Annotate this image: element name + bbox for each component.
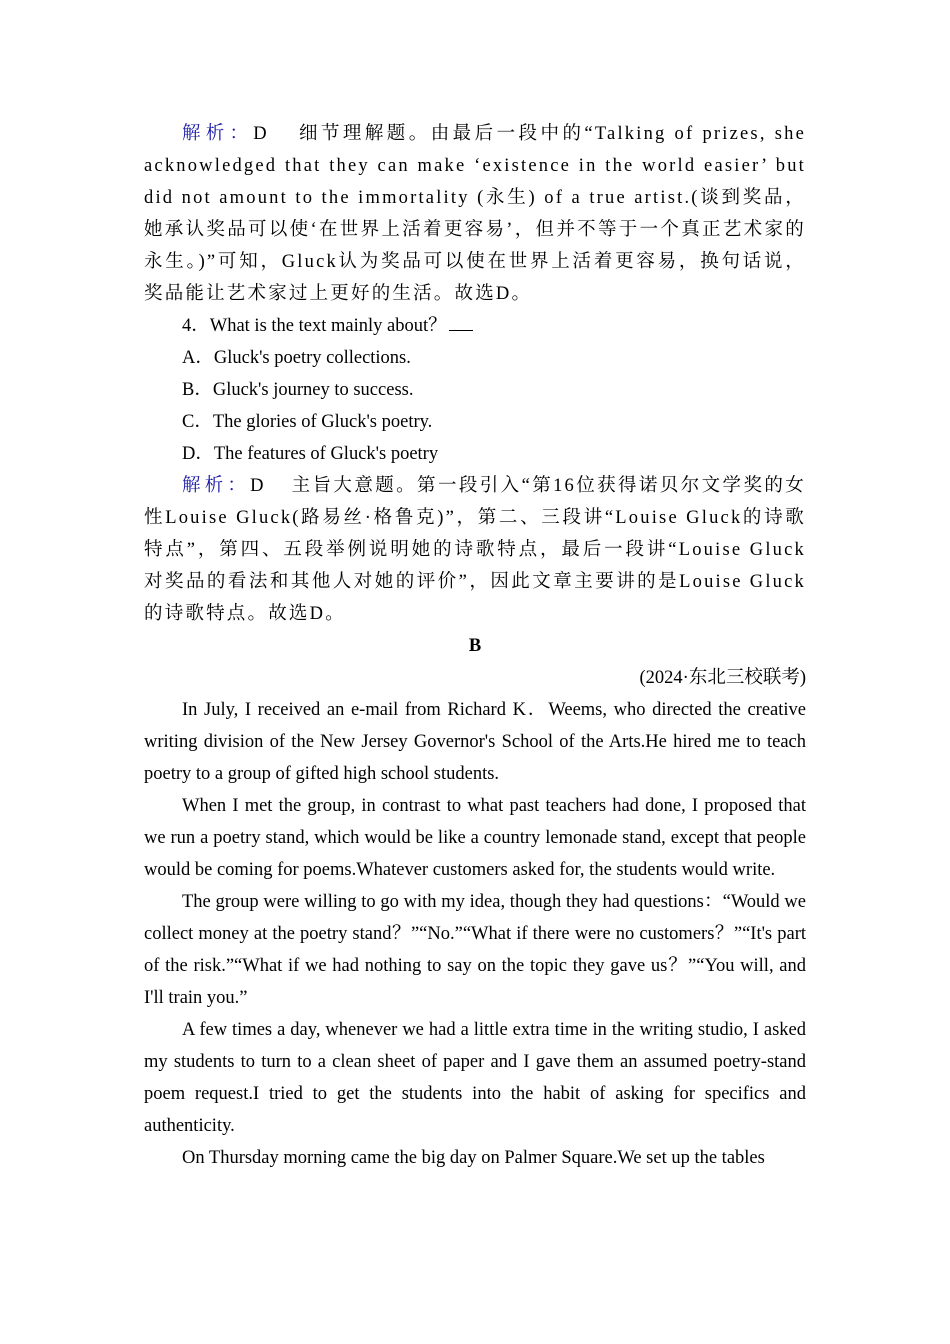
question-4-option-a: A．Gluck's poetry collections. bbox=[182, 348, 411, 368]
section-title: B bbox=[468, 636, 482, 656]
question-4-option-d: D．The features of Gluck's poetry bbox=[182, 444, 439, 464]
answer-blank bbox=[449, 312, 473, 331]
question-4-option-c: C．The glories of Gluck's poetry. bbox=[182, 412, 433, 432]
source-citation: (2024·东北三校联考) bbox=[639, 668, 806, 688]
question-4-stem: 4．What is the text mainly about？ bbox=[144, 310, 806, 342]
analysis-answer: D bbox=[253, 124, 267, 144]
analysis-label: 解析： bbox=[182, 124, 254, 144]
analysis-3 bbox=[144, 118, 806, 310]
analysis-text: 细节理解题。由最后一段中的“Talking of prizes, she acknowledged that they can make ‘existence in the world easier’ but did not amount to the immortality (永生) of a true artist.(谈到奖品，她承认奖品可以使‘在世界上活着更容易’，但并不等于一个真正艺术家的永生。)”可知，Gluck认为奖品可以使在世界上活着更容易，换句话说，奖品能让艺术家过上更好的生活。故选D。 bbox=[144, 124, 806, 304]
analysis-text: 主旨大意题。第一段引入“第16位获得诺贝尔文学奖的女性Louise Gluck(路易丝·格鲁克)”，第二、三段讲“Louise Gluck的诗歌特点”，第四、五段举例说明她的诗歌特点，最后一段讲“Louise Gluck对奖品的看法和其他人对她的评价”，因此文章主要讲的是Louise Gluck的诗歌特点。故选D。 bbox=[144, 476, 806, 624]
passage-paragraph-5: On Thursday morning came the big day on Palmer Square.We set up the tables bbox=[182, 1148, 765, 1168]
analysis-4 bbox=[144, 470, 806, 630]
analysis-answer: D bbox=[250, 476, 264, 496]
analysis-label: 解析： bbox=[182, 476, 251, 496]
passage-paragraph-4: A few times a day, whenever we had a little extra time in the writing studio, I asked my students to turn to a clean sheet of paper and I gave them an assumed poetry-stand poem request.I tried to get the students into the habit of asking for specifics and authenticity. bbox=[144, 1020, 806, 1136]
question-4-option-b: B．Gluck's journey to success. bbox=[182, 380, 414, 400]
passage-paragraph-2: When I met the group, in contrast to what past teachers had done, I proposed that we run a poetry stand, which would be like a country lemonade stand, except that people would be coming for poems.Whatever customers asked for, the students would write. bbox=[144, 796, 806, 880]
passage-paragraph-3: The group were willing to go with my idea, though they had questions：“Would we collect money at the poetry stand？”“No.”“What if there were no customers？”“It's part of the risk.”“What if we had nothing to say on the topic they gave us？”“You will, and I'll train you.” bbox=[144, 892, 806, 1008]
document-page bbox=[144, 118, 806, 1174]
passage-paragraph-1: In July, I received an e-mail from Richard K．Weems, who directed the creative writing division of the New Jersey Governor's School of the Arts.He hired me to teach poetry to a group of gifted high school students. bbox=[144, 700, 806, 784]
